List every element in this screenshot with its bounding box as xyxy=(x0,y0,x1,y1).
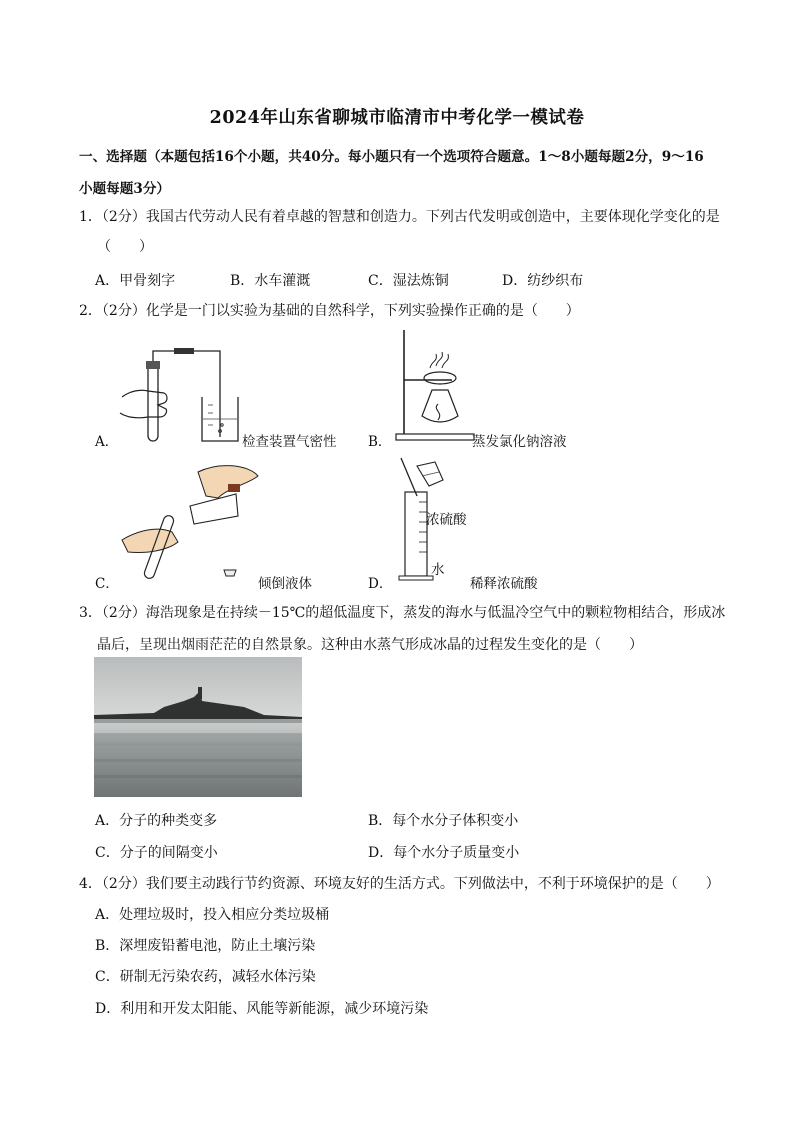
q1-option-d: D．纺纱织布 xyxy=(502,273,584,289)
q2-a-caption: 检查装置气密性 xyxy=(242,434,337,450)
q1-option-b: B．水车灌溉 xyxy=(230,273,311,289)
page-title: 2024年山东省聊城市临清市中考化学一模试卷 xyxy=(209,108,585,128)
q2-d-letter: D． xyxy=(368,576,393,592)
q3-option-d: D．每个水分子质量变小 xyxy=(368,845,520,861)
figure-evaporation xyxy=(392,328,482,443)
q3-option-b: B．每个水分子体积变小 xyxy=(368,813,519,829)
q2-d-caption: 稀释浓硫酸 xyxy=(470,576,538,592)
q2-b-caption: 蒸发氯化钠溶液 xyxy=(472,434,567,450)
section-heading-line2: 小题每题3分） xyxy=(79,181,171,197)
q3-stem-line2: 晶后，呈现出烟雨茫茫的自然景象。这种由水蒸气形成冰晶的过程发生变化的是（ ） xyxy=(97,637,643,653)
q4-stem: 4．（2分）我们要主动践行节约资源、环境友好的生活方式。下列做法中，不利于环境保护的是（ ） xyxy=(79,876,720,892)
q2-a-letter: A． xyxy=(95,434,119,450)
figure-airtightness xyxy=(110,345,250,445)
q2-c-letter: C． xyxy=(95,576,119,592)
q4-option-a: A．处理垃圾时，投入相应分类垃圾桶 xyxy=(95,907,330,923)
q3-stem-line1: 3．（2分）海浩现象是在持续－15℃的超低温度下，蒸发的海水与低温冷空气中的颗粒物相结合，形成冰 xyxy=(79,605,726,621)
q4-option-b: B．深埋废铅蓄电池，防止土壤污染 xyxy=(95,938,316,954)
q2-d-water-label: 水 xyxy=(431,562,445,578)
q2-c-caption: 倾倒液体 xyxy=(258,576,312,592)
q3-option-a: A．分子的种类变多 xyxy=(95,813,218,829)
q1-option-c: C．湿法炼铜 xyxy=(368,273,449,289)
section-heading-line1: 一、选择题（本题包括16个小题，共40分。每小题只有一个选项符合题意。1～8小题每题2分，9～16 xyxy=(79,149,704,165)
q2-d-acid-label: 浓硫酸 xyxy=(426,512,467,528)
q4-option-d: D．利用和开发太阳能、风能等新能源，减少环境污染 xyxy=(95,1001,429,1017)
q1-stem-line1: 1．（2分）我国古代劳动人民有着卓越的智慧和创造力。下列古代发明或创造中，主要体现化学变化的是 xyxy=(79,209,720,225)
sea-smoke-photo xyxy=(94,657,302,797)
q4-option-c: C．研制无污染农药，减轻水体污染 xyxy=(95,969,316,985)
q1-option-a: A．甲骨刻字 xyxy=(95,273,176,289)
q2-b-letter: B． xyxy=(368,434,392,450)
q3-option-c: C．分子的间隔变小 xyxy=(95,845,218,861)
q2-stem: 2．（2分）化学是一门以实验为基础的自然科学，下列实验操作正确的是（ ） xyxy=(79,303,580,319)
figure-pouring-liquid xyxy=(118,462,268,582)
q1-stem-line2: （ ） xyxy=(97,239,153,255)
